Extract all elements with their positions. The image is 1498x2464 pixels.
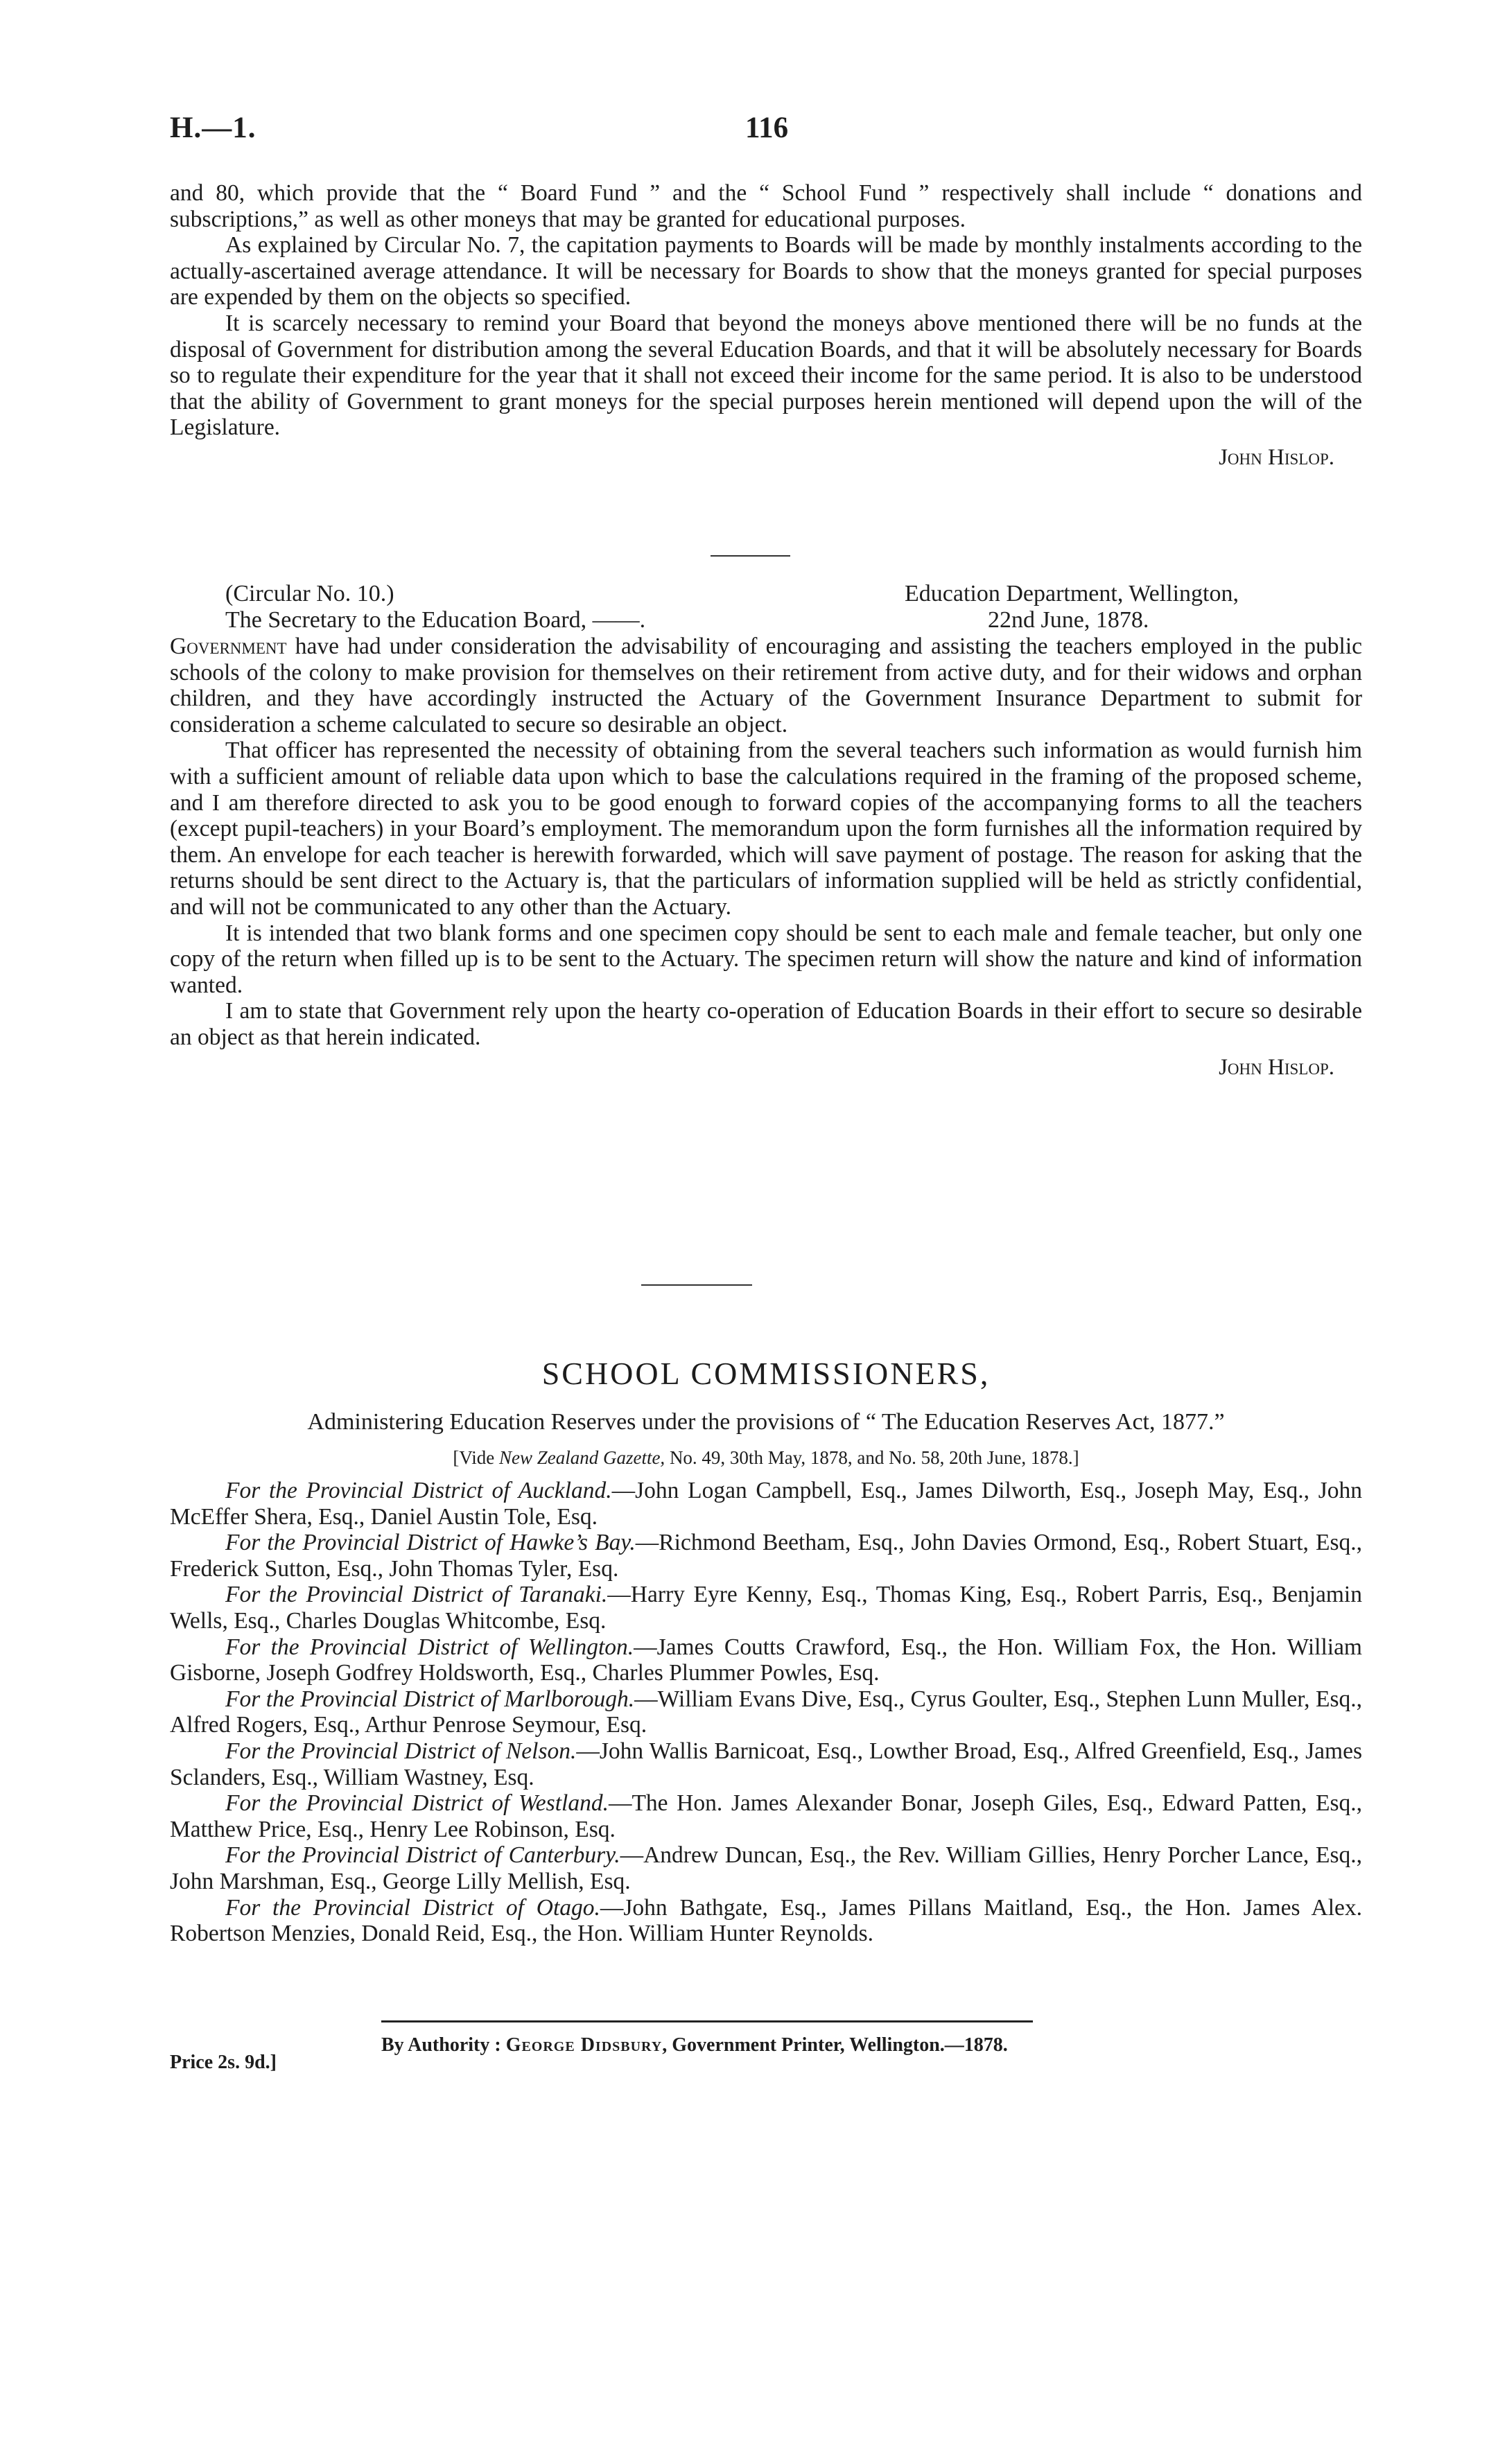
- divider: [641, 1284, 752, 1286]
- printer-authority: By Authority : George Didsbury, Government Printer, Wellington.—1878.: [381, 2034, 1008, 2056]
- paragraph: It is intended that two blank forms and one specimen copy should be sent to each male and female teacher, but only one copy of the return when filled up is to be sent to the Actuary. The specimen return will show the nature and kind of information wanted.: [170, 920, 1362, 998]
- district-entry: For the Provincial District of Westland.—The Hon. James Alexander Bonar, Joseph Giles, Esq., Edward Patten, Esq., Matthew Price, Esq., Henry Lee Robinson, Esq.: [170, 1790, 1363, 1842]
- circular-addressee: The Secretary to the Education Board, ——.: [225, 607, 646, 633]
- circular-9-continuation: [170, 180, 1362, 471]
- circular-heading: [170, 581, 1362, 607]
- signature: John Hislop.: [1219, 444, 1334, 470]
- paragraph: As explained by Circular No. 7, the capitation payments to Boards will be made by monthly instalments according to the actually-ascertained average attendance. It will be necessary for Boards to show that the moneys granted for special purposes are expended by them on the objects so specified.: [170, 232, 1362, 311]
- district-entry: For the Provincial District of Marlborough.—William Evans Dive, Esq., Cyrus Goulter, Esq., Stephen Lunn Muller, Esq., Alfred Rogers, Esq., Arthur Penrose Seymour, Esq.: [170, 1686, 1362, 1738]
- circular-place: Education Department, Wellington,: [905, 581, 1239, 606]
- paragraph: Government have had under consideration the advisability of encouraging and assisting the teachers employed in the public schools of the colony to make provision for themselves on their retirement from active duty, and for their widows and orphan children, and they have accordingly instructed the Actuary of the Government Insurance Department to submit for consideration a scheme calculated to secure so desirable an object.: [170, 634, 1362, 737]
- document-code: H.—1.: [170, 112, 256, 144]
- price-note: Price 2s. 9d.]: [170, 2052, 277, 2073]
- district-list: [170, 1478, 1362, 1947]
- lead-word: Government: [170, 634, 287, 659]
- district-entry: For the Provincial District of Taranaki.—Harry Eyre Kenny, Esq., Thomas King, Esq., Robert Parris, Esq., Benjamin Wells, Esq., Charles Douglas Whitcombe, Esq.: [170, 1582, 1362, 1634]
- gazette-reference: [Vide New Zealand Gazette, No. 49, 30th May, 1878, and No. 58, 20th June, 1878.]: [453, 1447, 1079, 1468]
- district-entry: For the Provincial District of Canterbury.—Andrew Duncan, Esq., the Rev. William Gillies, Henry Porcher Lance, Esq., John Marshman, Esq., George Lilly Mellish, Esq.: [170, 1842, 1362, 1894]
- district-entry: For the Provincial District of Otago.—John Bathgate, Esq., James Pillans Maitland, Esq., the Hon. James Alex. Robertson Menzies, Donald Reid, Esq., the Hon. William Hunter Reynolds.: [170, 1894, 1363, 1947]
- paragraph: and 80, which provide that the “ Board Fund ” and the “ School Fund ” respectively shall include “ donations and subscriptions,” as well as other moneys that may be granted for educational purposes.: [170, 180, 1362, 232]
- page-header: [170, 111, 1362, 159]
- section-title: SCHOOL COMMISSIONERS,: [541, 1356, 991, 1391]
- district-entry: For the Provincial District of Wellington.—James Coutts Crawford, Esq., the Hon. William Fox, the Hon. William Gisborne, Joseph Godfrey Holdsworth, Esq., Charles Plummer Powles, Esq.: [170, 1634, 1362, 1686]
- paragraph: I am to state that Government rely upon the hearty co-operation of Education Boards in their effort to secure so desirable an object as that herein indicated.: [170, 998, 1362, 1050]
- circular-number: (Circular No. 10.): [225, 581, 394, 606]
- circular-addressee-line: [170, 607, 1362, 634]
- paragraph: It is scarcely necessary to remind your Board that beyond the moneys above mentioned there will be no funds at the disposal of Government for distribution among the several Education Boards, and that it will be absolutely necessary for Boards so to regulate their expenditure for the year that it shall not exceed their income for the same period. It is also to be understood that the ability of Government to grant moneys for the special purposes herein mentioned will depend upon the will of the Legislature.: [170, 310, 1362, 441]
- footer-divider: [381, 2020, 1033, 2022]
- page-number: 116: [745, 112, 789, 144]
- circular-date: 22nd June, 1878.: [988, 607, 1149, 633]
- section-subtitle: Administering Education Reserves under the provisions of “ The Education Reserves Act, 1877.”: [307, 1409, 1225, 1435]
- signature: John Hislop.: [1219, 1054, 1334, 1080]
- circular-10: [170, 581, 1362, 1081]
- district-entry: For the Provincial District of Auckland.—John Logan Campbell, Esq., James Dilworth, Esq., Joseph May, Esq., John McEffer Shera, Esq., Daniel Austin Tole, Esq.: [170, 1478, 1363, 1530]
- district-entry: For the Provincial District of Hawke’s Bay.—Richmond Beetham, Esq., John Davies Ormond, Esq., Robert Stuart, Esq., Frederick Sutton, Esq., John Thomas Tyler, Esq.: [170, 1530, 1362, 1582]
- paragraph: That officer has represented the necessity of obtaining from the several teachers such information as would furnish him with a sufficient amount of reliable data upon which to base the calculations required in the framing of the proposed scheme, and I am therefore directed to ask you to be good enough to forward copies of the accompanying forms to all the teachers (except pupil-teachers) in your Board’s employment. The memorandum upon the form furnishes all the information required by them. An envelope for each teacher is herewith forwarded, which will save payment of postage. The reason for asking that the returns should be sent direct to the Actuary is, that the particulars of information supplied will be held as strictly confidential, and will not be communicated to any other than the Actuary.: [170, 737, 1362, 920]
- divider: [711, 555, 790, 557]
- school-commissioners: [170, 1355, 1362, 1947]
- district-entry: For the Provincial District of Nelson.—John Wallis Barnicoat, Esq., Lowther Broad, Esq., Alfred Greenfield, Esq., James Sclanders, Esq., William Wastney, Esq.: [170, 1738, 1362, 1790]
